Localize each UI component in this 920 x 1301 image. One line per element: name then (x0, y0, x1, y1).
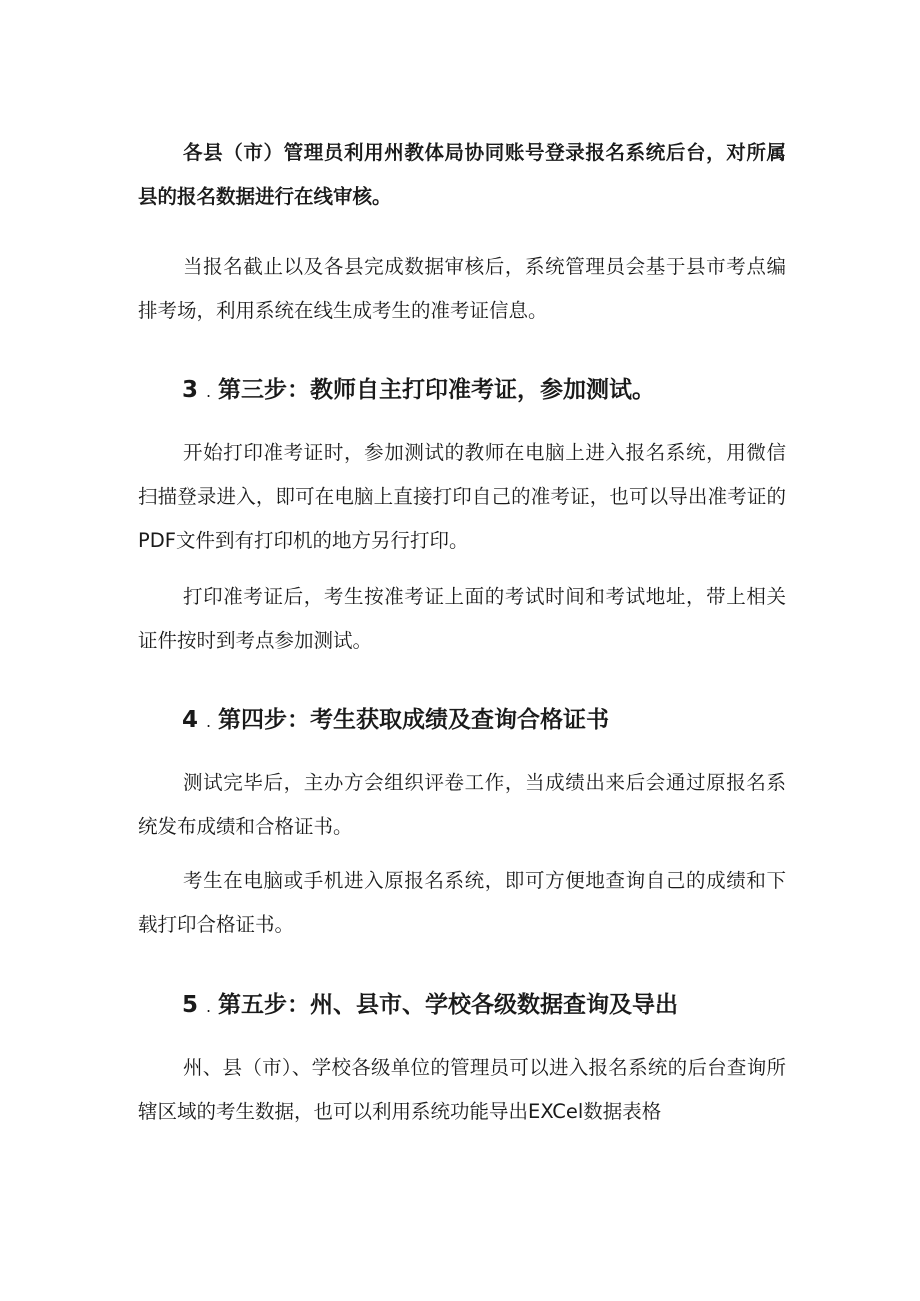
heading-step-5 (138, 985, 786, 1027)
paragraph-data-export (138, 1046, 786, 1134)
paragraph-print-ticket (138, 431, 786, 563)
heading-step-3 (138, 370, 786, 412)
paragraph-attend-exam (138, 575, 786, 663)
paragraph-text: 州、县（市）、学校各级单位的管理员可以进入报名系统的后台查询所辖区域的考生数据，也可以利用系统功能导出EXCel数据表格 (138, 1056, 786, 1123)
paragraph-county-review (138, 131, 786, 219)
paragraph-text: 打印准考证后，考生按准考证上面的考试时间和考试地址，带上相关证件按时到考点参加测试。 (138, 585, 786, 652)
paragraph-text: 考生在电脑或手机进入原报名系统，即可方便地查询自己的成绩和下载打印合格证书。 (138, 869, 786, 936)
heading-number: 5 (182, 992, 199, 1018)
paragraph-grading (138, 761, 786, 849)
heading-dot: . (206, 997, 212, 1016)
heading-dot: . (206, 382, 212, 401)
paragraph-exam-arrangement (138, 245, 786, 333)
paragraph-text: 开始打印准考证时，参加测试的教师在电脑上进入报名系统，用微信扫描登录进入，即可在电脑上直接打印自己的准考证，也可以导出准考证的PDF文件到有打印机的地方另行打印。 (138, 441, 786, 552)
paragraph-text: 测试完毕后，主办方会组织评卷工作，当成绩出来后会通过原报名系统发布成绩和合格证书。 (138, 771, 786, 838)
heading-step-4 (138, 700, 786, 742)
heading-title: 第五步：州、县市、学校各级数据查询及导出 (218, 992, 678, 1018)
heading-title: 第四步：考生获取成绩及查询合格证书 (218, 707, 609, 733)
heading-title: 第三步：教师自主打印准考证，参加测试。 (218, 377, 655, 403)
paragraph-text: 各县（市）管理员利用州教体局协同账号登录报名系统后台，对所属县的报名数据进行在线审核。 (138, 141, 786, 208)
heading-number: 3 (182, 377, 199, 403)
heading-dot: . (206, 712, 212, 731)
paragraph-query-results (138, 859, 786, 947)
paragraph-text: 当报名截止以及各县完成数据审核后，系统管理员会基于县市考点编排考场，利用系统在线生成考生的准考证信息。 (138, 255, 786, 322)
heading-number: 4 (182, 707, 199, 733)
